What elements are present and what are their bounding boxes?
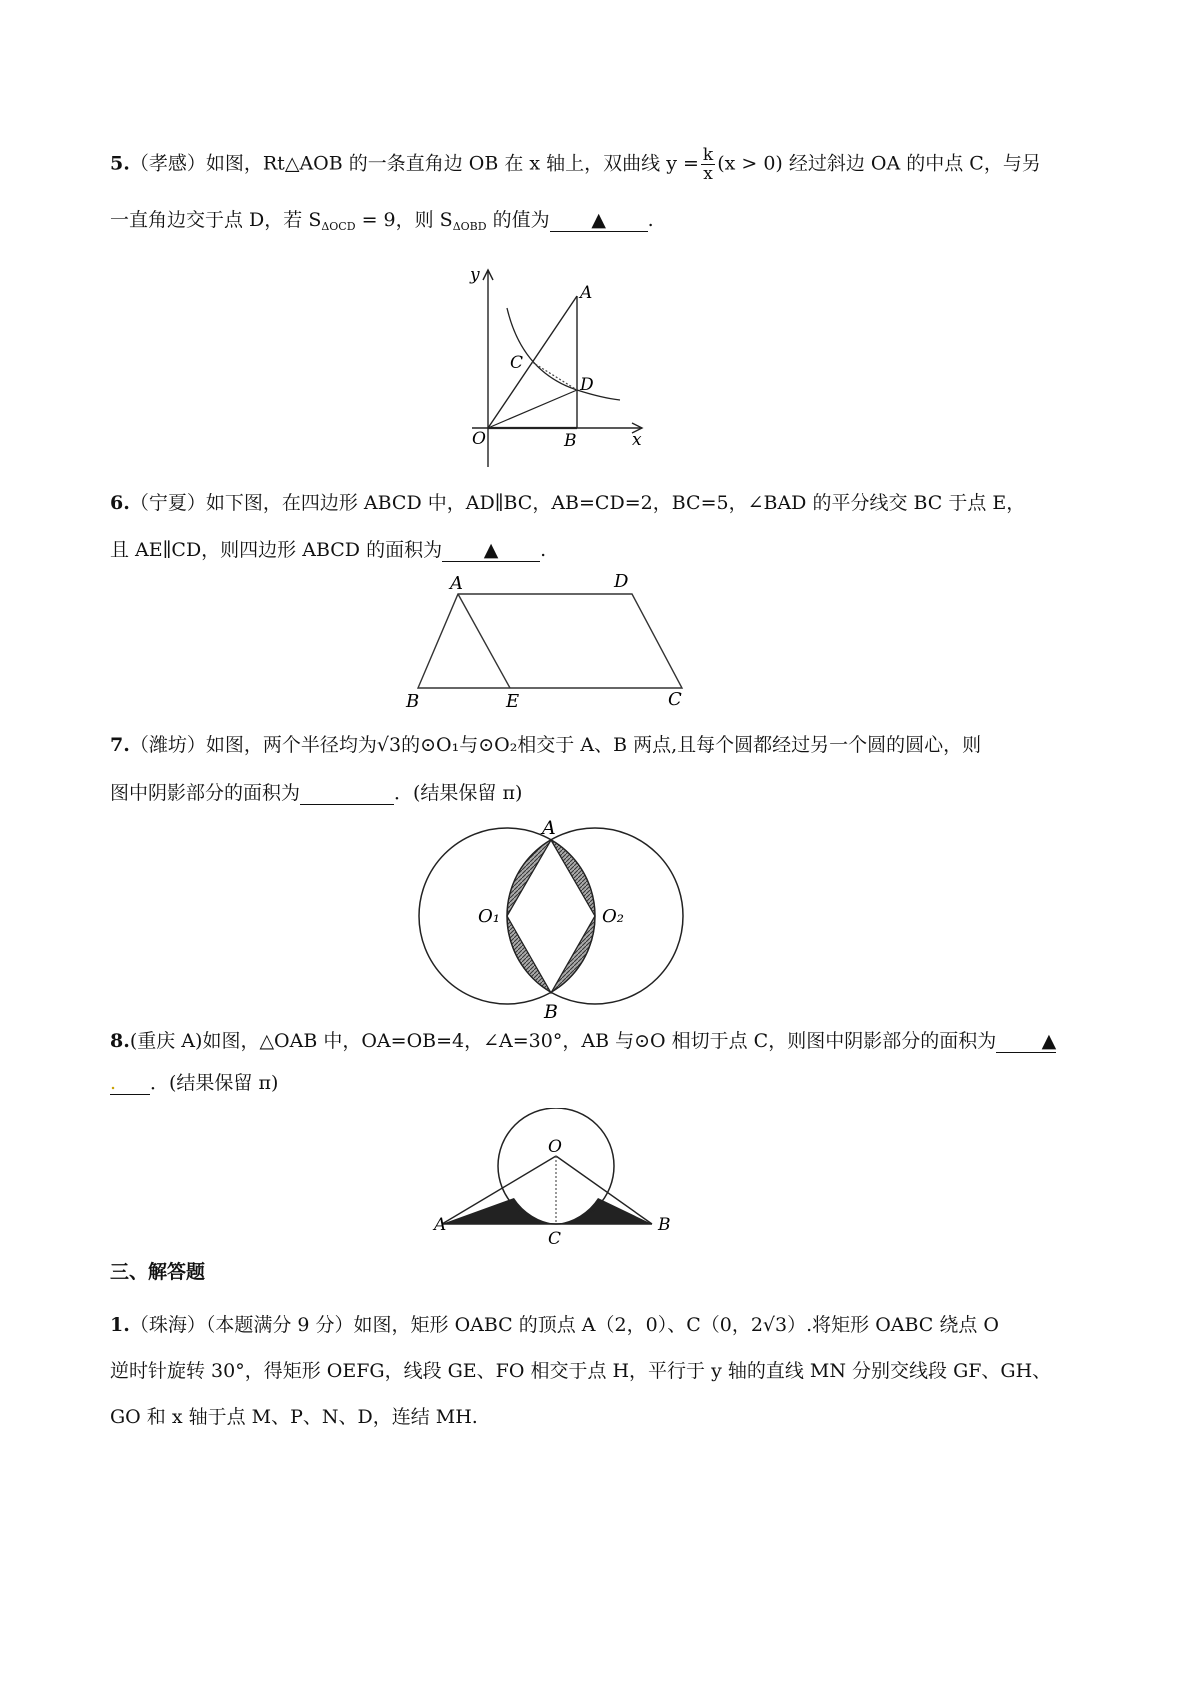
q6-text-1: 如下图，在四边形 ABCD 中，AD∥BC，AB=CD=2，BC=5，∠BAD 的平分线交 BC 于点 E， bbox=[205, 492, 1026, 514]
q6-figure bbox=[402, 565, 702, 715]
label-O1: O₁ bbox=[478, 906, 500, 927]
q7-text-3: 图中阴影部分的面积为 bbox=[110, 782, 301, 804]
label-A: A bbox=[580, 283, 593, 303]
shaded-left bbox=[442, 1198, 556, 1224]
shaded-right bbox=[556, 1198, 652, 1224]
q5-figure bbox=[462, 262, 662, 472]
q5-answer-blank[interactable]: ▲ bbox=[550, 209, 648, 232]
label-O: O bbox=[472, 429, 486, 449]
q5-text-1: 如图，Rt bbox=[205, 152, 285, 175]
label-B: B bbox=[658, 1215, 671, 1235]
label-A: A bbox=[450, 573, 463, 594]
q7-text-4: ．(结果保留 π) bbox=[394, 782, 523, 804]
q5-line1 bbox=[110, 146, 1100, 183]
q6-answer-blank[interactable]: ▲ bbox=[442, 539, 540, 562]
rhombus-AO2BO1 bbox=[507, 840, 595, 993]
q5-text-6: 的值为 bbox=[486, 209, 550, 231]
label-y: y bbox=[470, 265, 480, 285]
q6-end: . bbox=[540, 539, 547, 561]
label-B: B bbox=[406, 691, 420, 712]
q5-condition: (x > 0) bbox=[717, 152, 783, 175]
segment-AE bbox=[458, 594, 510, 688]
q6-text-2: 且 AE∥CD，则四边形 ABCD 的面积为 bbox=[110, 539, 443, 561]
label-O2: O₂ bbox=[602, 906, 624, 927]
q7-line1 bbox=[110, 730, 1100, 760]
label-C: C bbox=[668, 689, 682, 710]
q8-answer-blank[interactable]: ▲ bbox=[996, 1030, 1056, 1053]
q5-text-2: AOB 的一条直角边 OB 在 x 轴上，双曲线 y = bbox=[299, 152, 699, 175]
q5-text-3: 经过斜边 OA 的中点 C，与另 bbox=[788, 152, 1041, 175]
label-x: x bbox=[632, 430, 642, 450]
q5-text-4: 一直角边交于点 D，若 S bbox=[110, 209, 322, 231]
a1-line1 bbox=[110, 1310, 1100, 1340]
q7-number: 7. bbox=[110, 734, 130, 756]
q5-text-5: = 9，则 S bbox=[355, 209, 453, 231]
a1-score: （本题满分 9 分） bbox=[205, 1314, 354, 1336]
label-E: E bbox=[506, 691, 520, 712]
q6-line2 bbox=[110, 535, 1100, 565]
a1-line2: 逆时针旋转 30°，得矩形 OEFG，线段 GE、FO 相交于点 H，平行于 y 轴的直线 MN 分别交线段 GF、GH、 bbox=[110, 1360, 1052, 1382]
q8-text-2: ．(结果保留 π) bbox=[150, 1072, 279, 1094]
q5-source: （孝感） bbox=[129, 152, 206, 175]
q8-line1 bbox=[110, 1026, 1100, 1056]
label-D: D bbox=[614, 571, 629, 592]
q7-sqrt: √3 bbox=[376, 734, 402, 756]
q8-text-1: 如图，△OAB 中，OA=OB=4，∠A=30°，AB 与⊙O 相切于点 C，则图中阴影部分的面积为 bbox=[202, 1030, 997, 1052]
q7-text-2: 的⊙O₁与⊙O₂相交于 A、B 两点,且每个圆都经过另一个圆的圆心，则 bbox=[401, 734, 982, 756]
q7-figure bbox=[418, 810, 684, 1026]
label-D: D bbox=[580, 375, 594, 395]
q7-line2 bbox=[110, 778, 1100, 808]
q7-text-1: 如图，两个半径均为 bbox=[205, 734, 377, 756]
q5-frac-numerator: k bbox=[702, 145, 714, 165]
label-O: O bbox=[548, 1137, 562, 1157]
q6-line1 bbox=[110, 488, 1100, 518]
q8-number: 8. bbox=[110, 1030, 130, 1052]
q5-triangle-symbol: △ bbox=[284, 152, 300, 175]
q7-source: （潍坊） bbox=[129, 734, 206, 756]
q5-subscript-obd: ΔOBD bbox=[452, 220, 487, 233]
q7-answer-blank[interactable] bbox=[300, 782, 394, 805]
label-A: A bbox=[542, 817, 556, 839]
q5-line2 bbox=[110, 205, 1100, 242]
q8-source: (重庆 A) bbox=[129, 1030, 203, 1052]
label-B: B bbox=[544, 1001, 558, 1023]
q5-number: 5. bbox=[110, 152, 130, 175]
q5-fraction bbox=[701, 146, 715, 183]
q6-number: 6. bbox=[110, 492, 130, 514]
q8-line2 bbox=[110, 1068, 1100, 1098]
q8-blank-continued: . bbox=[110, 1072, 150, 1095]
a1-source: （珠海） bbox=[129, 1314, 206, 1336]
quadrilateral-ABCD bbox=[418, 594, 682, 688]
q8-figure bbox=[432, 1108, 682, 1248]
q5-subscript-ocd: ΔOCD bbox=[321, 220, 356, 233]
label-C: C bbox=[548, 1229, 562, 1248]
label-B: B bbox=[564, 431, 577, 451]
q5-frac-denominator: x bbox=[703, 164, 713, 184]
q6-source: （宁夏） bbox=[129, 492, 206, 514]
section-heading: 三、解答题 bbox=[110, 1261, 206, 1283]
q5-end: . bbox=[647, 209, 654, 231]
a1-number: 1. bbox=[110, 1314, 130, 1336]
label-A: A bbox=[434, 1215, 447, 1235]
a1-text-1: 如图，矩形 OABC 的顶点 A（2，0）、C（0，2√3）.将矩形 OABC 绕点 O bbox=[353, 1314, 999, 1336]
a1-line3: GO 和 x 轴于点 M、P、N、D，连结 MH. bbox=[110, 1406, 478, 1428]
label-C: C bbox=[510, 353, 524, 373]
